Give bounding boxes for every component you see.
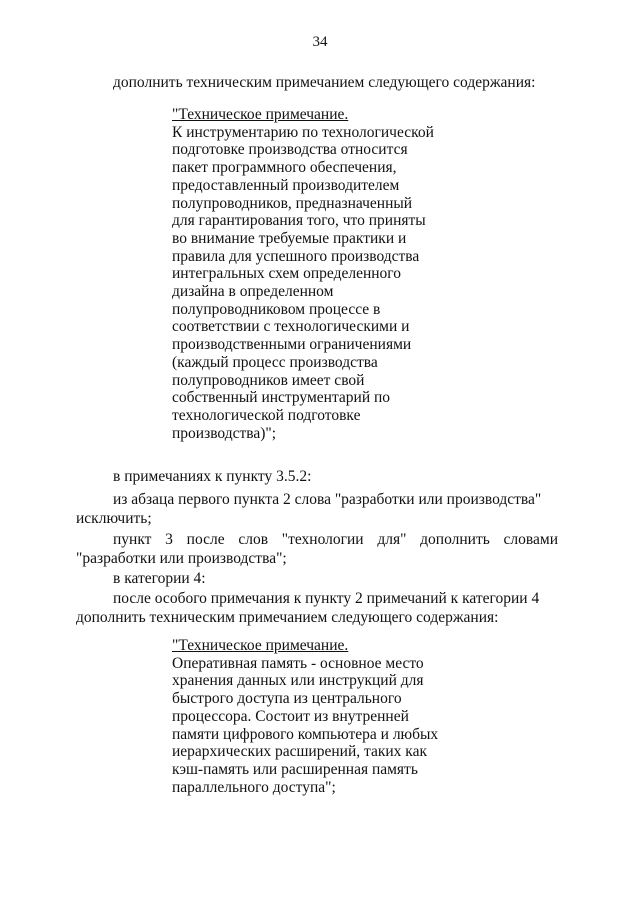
note-1-line: К инструментарию по технологической [172,123,434,141]
intro-line: дополнить техническим примечанием следующего содержания: [113,74,536,91]
note-1-line: для гарантирования того, что приняты [172,212,426,230]
paragraph-notes-3-5-2: в примечаниях к пункту 3.5.2: [113,468,312,485]
paragraph-punkt-3: пункт 3 после слов "технологии для" дополнить словами [113,531,558,548]
note-1-line: полупроводниковом процессе в [172,300,381,318]
note-1-line: технологической подготовке [172,406,361,424]
note-1-line: интегральных схем определенного [172,265,402,283]
note-1-line: (каждый процесс производства [172,353,378,371]
note-1-line: дизайна в определенном [172,283,334,301]
technical-note-1 [172,106,492,442]
note-2-line: памяти цифрового компьютера и любых [172,725,439,743]
note-2-line: процессора. Состоит из внутренней [172,707,409,725]
note-2-line: хранения данных или инструкций для [172,672,424,690]
note-1-line: подготовке производства относится [172,141,408,159]
paragraph-punkt-3-cont: "разработки или производства"; [76,550,287,567]
technical-note-2 [172,637,492,796]
note-1-line: во внимание требуемые практики и [172,229,407,247]
note-1-line: полупроводников, предназначенный [172,194,413,212]
note-2-title: "Техническое примечание. [172,637,349,654]
note-1-line: пакет программного обеспечения, [172,159,397,177]
paragraph-special-note: после особого примечания к пункту 2 примечаний к категории 4 [113,590,540,607]
note-1-line: соответствии с технологическими и [172,318,410,336]
paragraph-first-abzats: из абзаца первого пункта 2 слова "разработки или производства" [113,491,542,508]
note-2-line: параллельного доступа"; [172,778,336,796]
note-1-line: правила для успешного производства [172,247,420,265]
note-2-line: кэш-память или расширенная память [172,760,418,778]
note-1-line: предоставленный производителем [172,176,400,194]
note-1-line: полупроводников имеет свой [172,371,365,389]
page-number: 34 [312,34,328,50]
note-1-line: производства)"; [172,424,277,442]
paragraph-special-note-cont: дополнить техническим примечанием следующего содержания: [76,609,499,626]
note-1-title: "Техническое примечание. [172,106,349,123]
note-1-line: собственный инструментарий по [172,389,391,407]
paragraph-category-4: в категории 4: [113,570,206,587]
note-2-line: иерархических расширений, таких как [172,743,427,761]
note-2-line: Оперативная память - основное место [172,654,424,672]
paragraph-first-abzats-cont: исключить; [76,510,152,527]
note-1-line: производственными ограничениями [172,336,412,354]
note-2-line: быстрого доступа из центрального [172,690,402,708]
